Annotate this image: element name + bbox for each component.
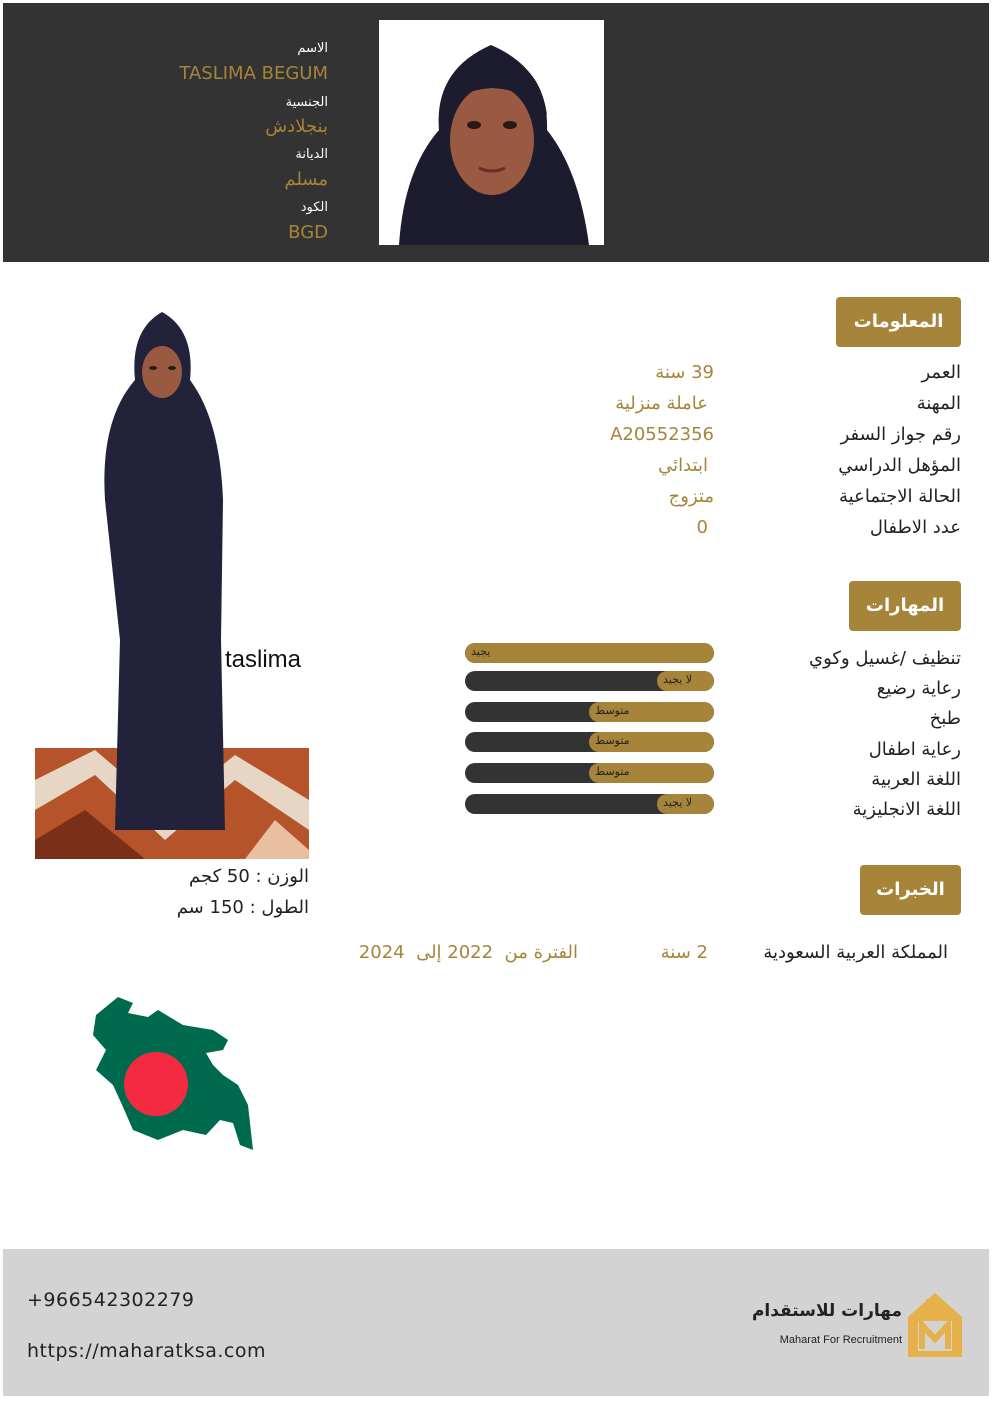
portrait-photo [379,20,604,245]
info-value-education: ابتدائي [658,455,708,476]
skill-label-english: اللغة الانجليزية [852,799,961,820]
skills-section-header: المهارات [849,581,961,631]
company-logo [742,1285,968,1360]
skill-level-text: متوسط [595,704,630,717]
full-body-photo [35,310,309,859]
name-value: TASLIMA BEGUM [179,63,328,84]
info-label-children: عدد الاطفال [869,517,961,538]
experience-period: الفترة من 2022 إلى 2024 [358,942,578,963]
info-label-age: العمر [921,362,961,383]
nationality-value: بنجلادش [265,116,328,137]
info-label-profession: المهنة [916,393,961,414]
experience-section-header: الخبرات [860,865,961,915]
footer-phone[interactable]: +966542302279 [27,1289,195,1311]
experience-duration: 2 سنة [660,942,708,963]
skill-bar-fill [465,643,714,663]
skill-bar [465,671,714,691]
skill-bar [465,643,714,663]
experience-country: المملكة العربية السعودية [763,942,948,963]
info-value-profession: عاملة منزلية [615,393,708,414]
info-value-marital: متزوج [668,486,714,507]
weight-text: الوزن : 50 كجم [189,866,309,887]
info-label-passport: رقم جواز السفر [840,424,961,445]
skill-level-text: يجيد [471,645,491,658]
bangladesh-map-flag [88,995,256,1157]
religion-value: مسلم [284,169,328,190]
info-value-passport: A20552356 [610,424,714,445]
skill-bar [465,794,714,814]
skill-level-text: لا يجيد [663,796,693,809]
height-text: الطول : 150 سم [176,897,309,918]
skill-label-cooking: طبخ [929,708,961,729]
logo-house-icon [904,1287,966,1359]
skill-level-text: متوسط [595,734,630,747]
skill-label-childcare: رعاية اطفال [868,739,961,760]
info-value-children: 0 [696,517,708,538]
religion-label: الديانة [295,147,328,162]
info-label-education: المؤهل الدراسي [838,455,961,476]
skill-label-infant-care: رعاية رضيع [876,678,961,699]
skill-level-text: لا يجيد [663,673,693,686]
name-label: الاسم [297,41,328,56]
logo-english-name: Maharat For Recruitment [779,1334,902,1346]
code-label: الكود [300,200,328,215]
info-label-marital: الحالة الاجتماعية [839,486,961,507]
skill-level-text: متوسط [595,765,630,778]
skill-label-arabic: اللغة العربية [871,769,961,790]
footer-website-link[interactable]: https://maharatksa.com [27,1340,267,1362]
skill-label-cleaning: تنظيف /غسيل وكوي [809,648,961,669]
skill-bar [465,702,714,722]
skill-bar [465,732,714,752]
info-value-age: 39 سنة [655,362,714,383]
info-section-header: المعلومات [836,297,961,347]
skill-bar [465,763,714,783]
logo-arabic-name: مهارات للاستقدام [751,1301,902,1321]
code-value: BGD [288,222,328,243]
photo-caption: taslima [225,646,302,673]
nationality-label: الجنسية [285,95,328,110]
